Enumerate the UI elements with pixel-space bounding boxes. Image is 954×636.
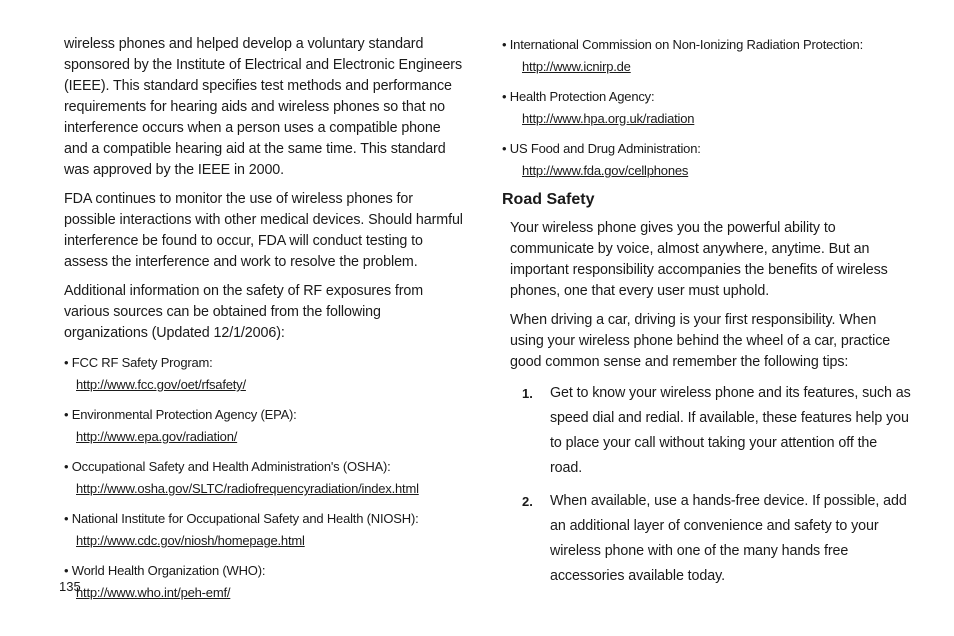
right-column [502, 34, 912, 597]
source-link[interactable]: http://www.osha.gov/SLTC/radiofrequencyradiation/index.html [76, 481, 419, 496]
page-number: 135 [59, 579, 81, 594]
source-link[interactable]: http://www.who.int/peh-emf/ [76, 585, 231, 600]
source-name: • US Food and Drug Administration: [502, 138, 912, 160]
source-item [64, 404, 464, 448]
source-item [64, 352, 464, 396]
source-name: • International Commission on Non-Ionizing Radiation Protection: [502, 34, 912, 56]
source-name: • Environmental Protection Agency (EPA): [64, 404, 464, 426]
source-item [502, 138, 912, 182]
source-name: • Health Protection Agency: [502, 86, 912, 108]
source-link[interactable]: http://www.fda.gov/cellphones [522, 163, 689, 178]
source-item [502, 86, 912, 130]
paragraph: FDA continues to monitor the use of wireless phones for possible interactions with other medical devices. Should harmful interference be found to occur, FDA will conduct testing to assess the interference and work to resolve the problem. [64, 191, 463, 270]
left-column [64, 34, 464, 612]
source-link[interactable]: http://www.icnirp.de [522, 59, 631, 74]
section-heading: Road Safety [502, 191, 595, 208]
numbered-step [502, 489, 912, 589]
source-link[interactable]: http://www.hpa.org.uk/radiation [522, 111, 695, 126]
step-text: When available, use a hands-free device. If possible, add an additional layer of convenience and safety to your wireless phone with one of the many hands free accessories available today. [550, 493, 907, 584]
source-link[interactable]: http://www.epa.gov/radiation/ [76, 429, 238, 444]
source-item [64, 560, 464, 604]
numbered-step [502, 381, 912, 481]
source-link[interactable]: http://www.fcc.gov/oet/rfsafety/ [76, 377, 246, 392]
step-text: Get to know your wireless phone and its features, such as speed dial and redial. If available, these features help you to place your call without taking your attention off the road. [550, 385, 911, 476]
source-link[interactable]: http://www.cdc.gov/niosh/homepage.html [76, 533, 305, 548]
source-item [502, 34, 912, 78]
source-name: • World Health Organization (WHO): [64, 560, 464, 582]
step-number: 2. [522, 494, 533, 509]
source-name: • Occupational Safety and Health Administration's (OSHA): [64, 456, 464, 478]
paragraph: Your wireless phone gives you the powerful ability to communicate by voice, almost anywhere, anytime. But an important responsibility accompanies the benefits of wireless phones, one that every user must uphold. [510, 220, 888, 299]
paragraph: When driving a car, driving is your first responsibility. When using your wireless phone behind the wheel of a car, practice good common sense and remember the following tips: [510, 312, 891, 370]
step-number: 1. [522, 386, 533, 401]
section-body [502, 218, 912, 373]
source-name: • National Institute for Occupational Safety and Health (NIOSH): [64, 508, 464, 530]
source-item [64, 456, 464, 500]
paragraph: wireless phones and helped develop a voluntary standard sponsored by the Institute of Electrical and Electronic Engineers (IEEE). This standard specifies test methods and performance requirements for hearing aids and wireless phones so that no interference occurs when a person uses a compatible phone and a compatible hearing aid at the same time. This standard was approved by the IEEE in 2000. [64, 36, 463, 178]
paragraph: Additional information on the safety of RF exposures from various sources can be obtained from the following organizations (Updated 12/1/2006): [64, 283, 424, 341]
source-item [64, 508, 464, 552]
source-name: • FCC RF Safety Program: [64, 352, 464, 374]
